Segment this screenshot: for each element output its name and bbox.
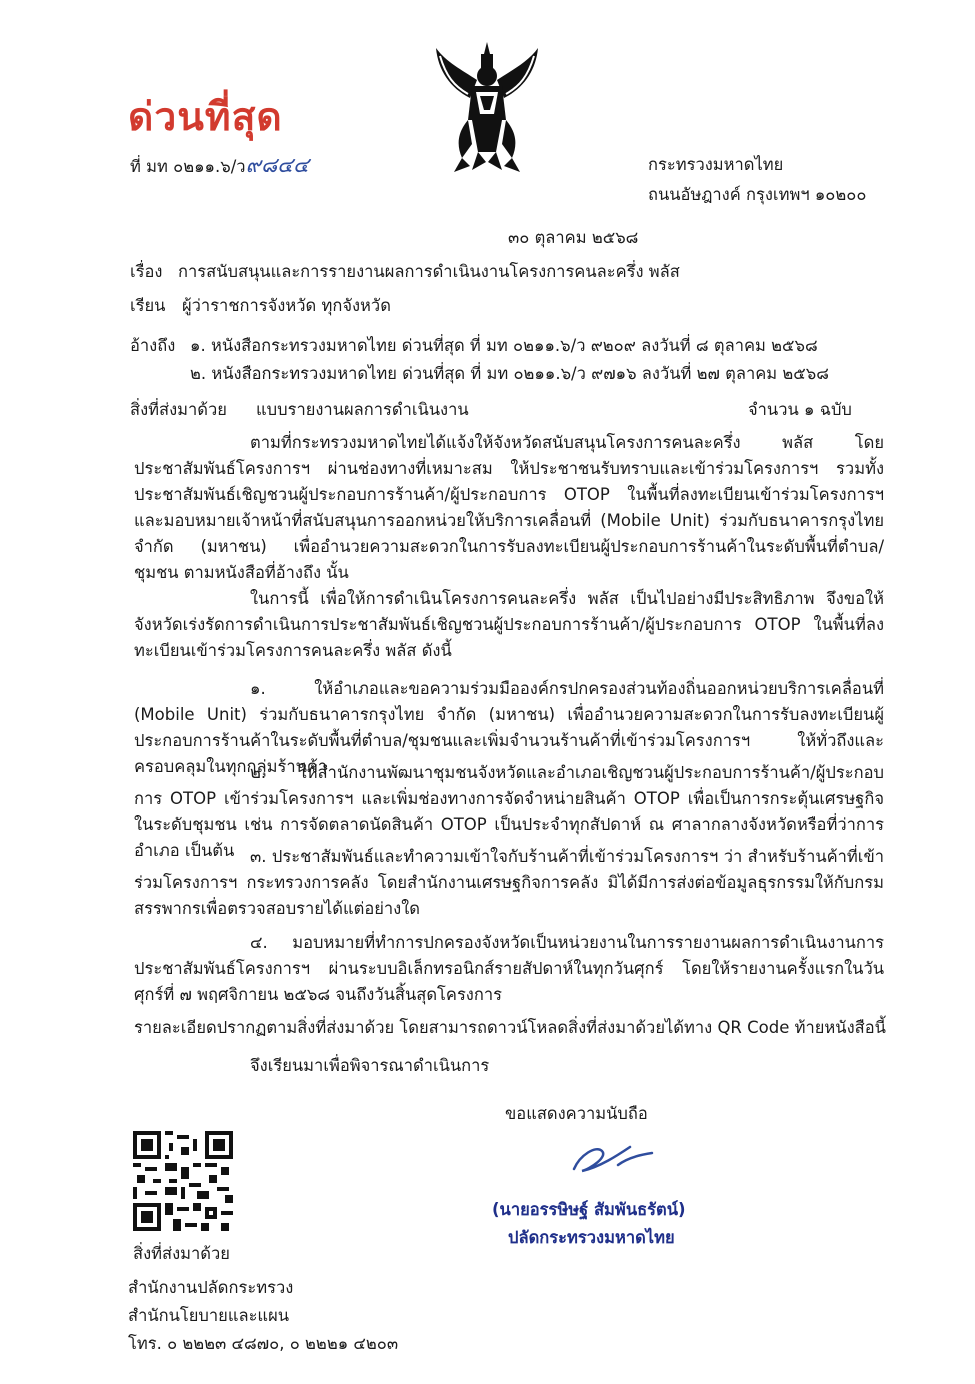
list-item-4: ๔. มอบหมายที่ทำการปกครองจังหวัดเป็นหน่วยงานในการรายงานผลการดำเนินงานการประชาสัมพันธ์โครงการฯ ผ่านระบบอิเล็กทรอนิกส์รายสัปดาห์ในทุกวันศุกร์ โดยให้รายงานครั้งแรกในวันศุกร์ที่ ๗ พฤศจิกายน ๒๕๖๘ จนถึงวันสิ้นสุดโครงการ — [134, 933, 884, 1004]
details-note: รายละเอียดปรากฏตามสิ่งที่ส่งมาด้วย โดยสามารถดาวน์โหลดสิ่งที่ส่งมาด้วยได้ทาง QR Code ท้ายหนังสือนี้ — [134, 1018, 886, 1037]
document-date: ๓๐ ตุลาคม ๒๕๖๘ — [508, 228, 639, 247]
list-item-2: ๒. ให้สำนักงานพัฒนาชุมชนจังหวัดและอำเภอเชิญชวนผู้ประกอบการร้านค้า/ผู้ประกอบการ OTOP เข้าร่วมโครงการฯ และเพิ่มช่องทางการจัดจำหน่ายสินค้า OTOP เพื่อเป็นการกระตุ้นเศรษฐกิจในระดับชุมชน เช่น การจัดตลาดนัดสินค้า OTOP เป็นประจำทุกสัปดาห์ ณ ศาลากลางจังหวัดหรือที่ว่าการอำเภอ เป็นต้น — [134, 763, 884, 860]
list-item-3: ๓. ประชาสัมพันธ์และทำความเข้าใจกับร้านค้าที่เข้าร่วมโครงการฯ ว่า สำหรับร้านค้าที่เข้าร่วมโครงการฯ กระทรวงการคลัง โดยสำนักงานเศรษฐกิจการคลัง มิได้มีการส่งต่อข้อมูลธุรกรรมให้กับกรมสรรพากรเพื่อตรวจสอบรายได้แต่อย่างใด — [134, 847, 884, 918]
document-number — [130, 155, 309, 177]
urgency-heading: ด่วนที่สุด — [128, 95, 283, 140]
qr-code[interactable] — [133, 1131, 233, 1235]
document-number-handwritten: ๙๘๔๔ — [245, 153, 309, 177]
document-number-prefix: ที่ มท ๐๒๑๑.๖/ว — [130, 157, 246, 176]
to-text: ผู้ว่าราชการจังหวัด ทุกจังหวัด — [182, 296, 391, 315]
subject-text: การสนับสนุนและการรายงานผลการดำเนินงานโครงการคนละครึ่ง พลัส — [178, 262, 680, 281]
signatory-name: (นายอรรษิษฐ์ สัมพันธรัตน์) — [492, 1200, 686, 1219]
contact-phone: โทร. ๐ ๒๒๒๓ ๔๘๗๐, ๐ ๒๒๒๑ ๔๒๐๓ — [128, 1334, 399, 1353]
ministry-address: ถนนอัษฎางค์ กรุงเทพฯ ๑๐๒๐๐ — [648, 185, 867, 204]
reference-item: ๒. หนังสือกระทรวงมหาดไทย ด่วนที่สุด ที่ มท ๐๒๑๑.๖/ว ๙๗๑๖ ลงวันที่ ๒๗ ตุลาคม ๒๕๖๘ — [190, 364, 829, 383]
enclosure-text: แบบรายงานผลการดำเนินงาน — [256, 400, 469, 419]
reference-item: ๑. หนังสือกระทรวงมหาดไทย ด่วนที่สุด ที่ มท ๐๒๑๑.๖/ว ๙๒๐๙ ลงวันที่ ๘ ตุลาคม ๒๕๖๘ — [190, 336, 818, 355]
ministry-name: กระทรวงมหาดไทย — [648, 155, 784, 174]
regards-text: ขอแสดงความนับถือ — [505, 1104, 648, 1123]
handwritten-signature — [560, 1125, 670, 1189]
to-label: เรียน — [130, 296, 166, 315]
body-paragraph-2: ในการนี้ เพื่อให้การดำเนินโครงการคนละครึ่ง พลัส เป็นไปอย่างมีประสิทธิภาพ จึงขอให้จังหวัดเร่งรัดการดำเนินการประชาสัมพันธ์เชิญชวนผู้ประกอบการร้านค้า/ผู้ประกอบการ OTOP ในพื้นที่ลงทะเบียนเข้าร่วมโครงการคนละครึ่ง พลัส ดังนี้ — [134, 589, 884, 660]
closing-line: จึงเรียนมาเพื่อพิจารณาดำเนินการ — [250, 1056, 490, 1075]
office-name: สำนักงานปลัดกระทรวง — [128, 1278, 294, 1297]
subject-label: เรื่อง — [130, 262, 163, 281]
division-name: สำนักนโยบายและแผน — [128, 1306, 290, 1325]
enclosure-quantity: จำนวน ๑ ฉบับ — [748, 400, 852, 419]
references-label: อ้างถึง — [130, 336, 176, 355]
list-item-1: ๑. ให้อำเภอและขอความร่วมมือองค์กรปกครองส่วนท้องถิ่นออกหน่วยบริการเคลื่อนที่ (Mobile Unit) ร่วมกับธนาคารกรุงไทย จำกัด (มหาชน) เพื่ออำนวยความสะดวกในการรับลงทะเบียนผู้ประกอบการร้านค้าในระดับพื้นที่ตำบล/ชุมชนและเพิ่มจำนวนร้านค้าที่เข้าร่วมโครงการฯ ให้ทั่วถึงและครอบคลุมในทุกกลุ่มร้านค้า — [134, 679, 884, 776]
body-paragraph-1: ตามที่กระทรวงมหาดไทยได้แจ้งให้จังหวัดสนับสนุนโครงการคนละครึ่ง พลัส โดยประชาสัมพันธ์โครงการฯ ผ่านช่องทางที่เหมาะสม ให้ประชาชนรับทราบและเข้าร่วมโครงการฯ รวมทั้งประชาสัมพันธ์เชิญชวนผู้ประกอบการร้านค้า/ผู้ประกอบการ OTOP ในพื้นที่ลงทะเบียนเข้าร่วมโครงการฯ และมอบหมายเจ้าหน้าที่สนับสนุนการออกหน่วยให้บริการเคลื่อนที่ (Mobile Unit) ร่วมกับธนาคารกรุงไทย จำกัด (มหาชน) เพื่ออำนวยความสะดวกในการรับลงทะเบียนผู้ประกอบการร้านค้าในระดับพื้นที่ตำบล/ชุมชน ตามหนังสือที่อ้างถึง นั้น — [134, 433, 884, 582]
signatory-position: ปลัดกระทรวงมหาดไทย — [508, 1228, 675, 1247]
qr-caption: สิ่งที่ส่งมาด้วย — [133, 1244, 230, 1263]
enclosure-label: สิ่งที่ส่งมาด้วย — [130, 400, 227, 419]
garuda-emblem — [432, 40, 542, 179]
